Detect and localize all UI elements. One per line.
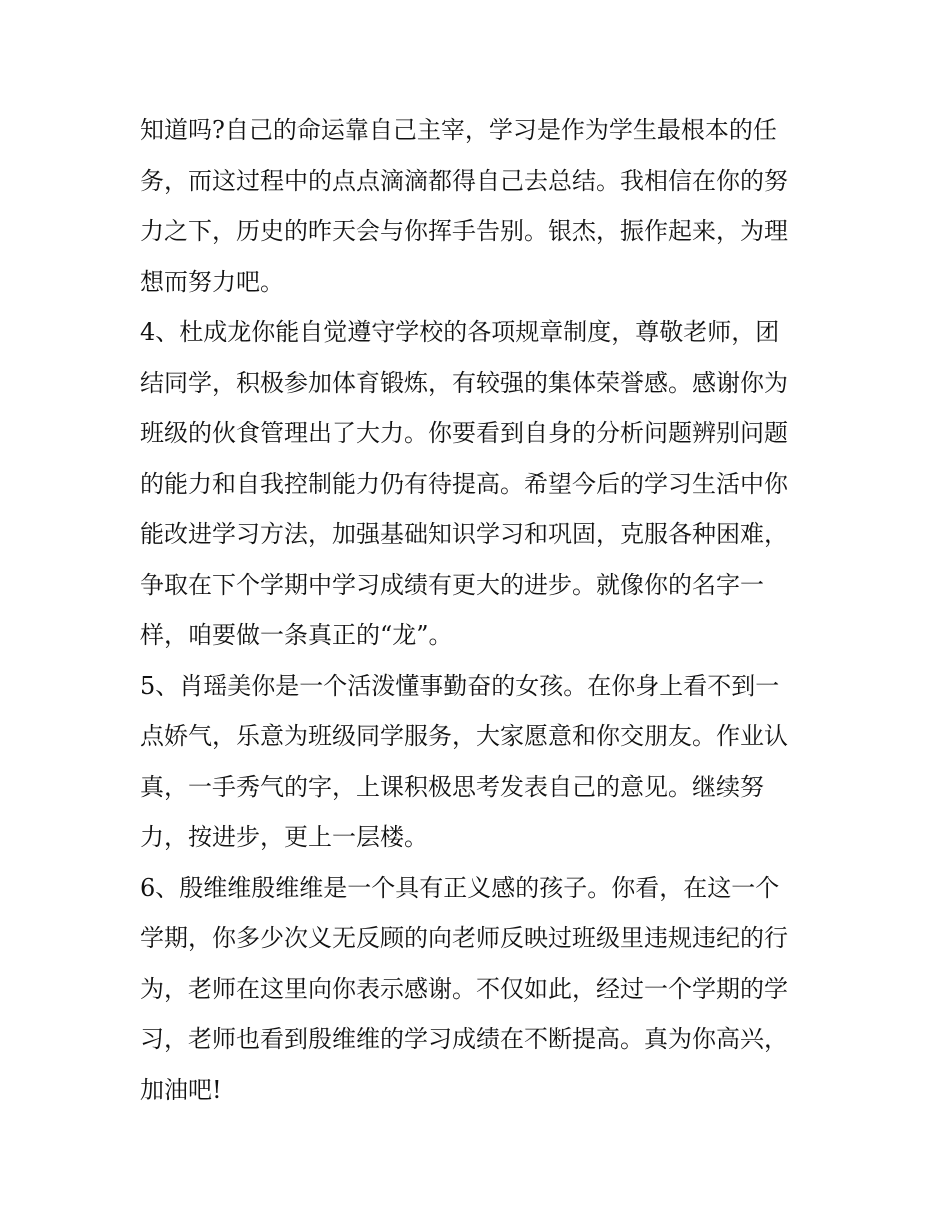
text-line: 的能力和自我控制能力仍有待提高。希望今后的学习生活中你: [140, 469, 788, 498]
text-line: 加油吧!: [140, 1075, 222, 1104]
text-line: 知道吗?自己的命运靠自己主宰，学习是作为学生最根本的任: [140, 116, 777, 144]
text-line: 习，老师也看到殷维维的学习成绩在不断提高。真为你高兴，: [140, 1025, 788, 1053]
text-line: 5、肖瑶美你是一个活泼懂事勤奋的女孩。在你身上看不到一: [140, 671, 780, 700]
paragraph-item-6: [140, 863, 820, 1116]
paragraph-item-4: [140, 307, 820, 661]
text-line: 能改进学习方法，加强基础知识学习和巩固，克服各种困难，: [140, 520, 788, 548]
text-line: 6、殷维维殷维维是一个具有正义感的孩子。你看，在这一个: [140, 873, 780, 902]
text-line: 力之下，历史的昨天会与你挥手告别。银杰，振作起来，为理: [140, 217, 788, 245]
text-line: 想而努力吧。: [140, 267, 284, 296]
text-line: 争取在下个学期中学习成绩有更大的进步。就像你的名字一: [140, 570, 764, 599]
text-line: 点娇气，乐意为班级同学服务，大家愿意和你交朋友。作业认: [140, 722, 788, 750]
text-line: 班级的伙食管理出了大力。你要看到自身的分析问题辨别问题: [140, 419, 788, 447]
text-line: 样，咱要做一条真正的“龙”。: [140, 621, 453, 649]
text-line: 学期，你多少次义无反顾的向老师反映过班级里违规违纪的行: [140, 924, 788, 952]
paragraph-continuation: [140, 105, 820, 307]
text-line: 4、杜成龙你能自觉遵守学校的各项规章制度，尊敬老师，团: [140, 318, 780, 346]
text-line: 真，一手秀气的字，上课积极思考发表自己的意见。继续努: [140, 772, 764, 801]
text-line: 务，而这过程中的点点滴滴都得自己去总结。我相信在你的努: [140, 166, 788, 195]
paragraph-item-5: [140, 661, 820, 863]
document-body: [140, 105, 820, 1115]
text-line: 结同学，积极参加体育锻炼，有较强的集体荣誉感。感谢你为: [140, 368, 788, 397]
text-line: 力，按进步，更上一层楼。: [140, 823, 428, 851]
text-line: 为，老师在这里向你表示感谢。不仅如此，经过一个学期的学: [140, 974, 788, 1003]
